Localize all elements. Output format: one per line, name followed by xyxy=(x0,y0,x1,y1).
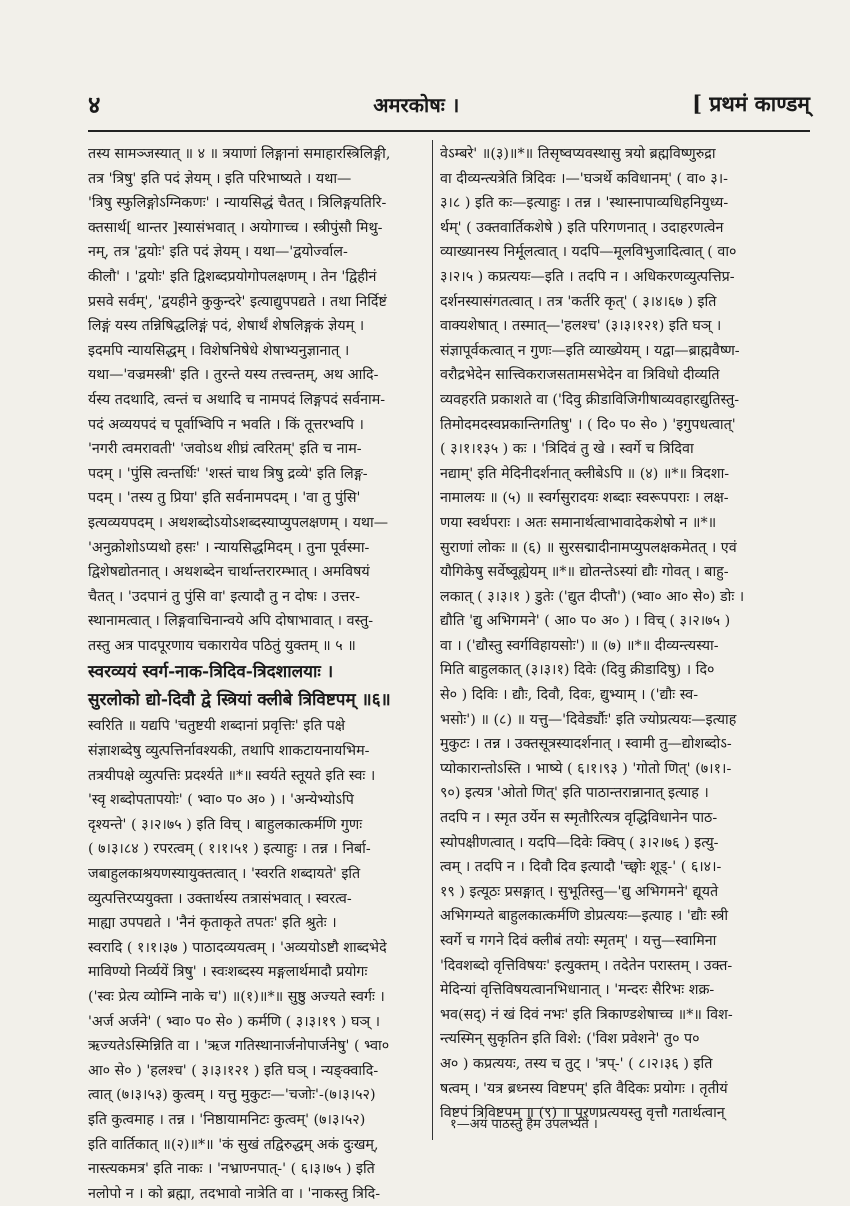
text-line: इत्यव्ययपदम् । अथशब्दोऽयोऽशब्दस्याप्युपलक्षणम् । यथा— xyxy=(88,514,388,531)
text-line: अ० ) कप्रत्ययः, तस्य च तुट् । 'त्रप्-' ( ८।२।३६ ) इति xyxy=(440,1055,713,1072)
text-line: ( ३।१।१३५ ) कः । 'त्रिदिवं तु खे । स्वर्गे च त्रिदिवा xyxy=(440,441,694,458)
text-line: नास्त्यकमत्र' इति नाकः । 'नभ्राण्नपात्-' ( ६।३।७५ ) इति xyxy=(88,1161,375,1178)
text-line: संज्ञाशब्देषु व्युत्पत्तिर्नावश्यकी, तथापि शाकटायनायभिम- xyxy=(88,743,370,760)
text-line: नम्, तत्र 'द्वयोः' इति पदं ज्ञेयम् । यथा—'द्वयोर्ज्वाल- xyxy=(88,244,348,261)
section-name: [ प्रथमं काण्डम् xyxy=(692,91,810,116)
footnote-rule xyxy=(440,1108,620,1109)
text-line: तस्तु अत्र पादपूरणाय चकारायेव पठितुं युक्तम् ॥ ५ ॥ xyxy=(88,637,356,654)
left-column xyxy=(88,142,423,1202)
text-line: त्वम् । तदपि न । दिवौ दिव इत्यादौ 'च्छ्वोः शूड्-' ( ६।४।- xyxy=(440,859,722,876)
text-line: 'त्रिषु स्फुलिङ्गोऽग्निकणः' । न्यायसिद्धं चैतत् । त्रिलिङ्गयतिरि- xyxy=(88,195,387,212)
text-line: विष्टपं त्रिविष्टपम् ॥ (९) ॥ पूरणप्रत्ययस्तु वृत्तौ गतार्थत्वान् xyxy=(440,1105,725,1122)
text-line: मेदिन्यां वृत्तिविषयत्वानभिधानात् । 'मन्दरः सैरिभः शक्र- xyxy=(440,982,715,999)
text-line: १९ ) इत्यूठः प्रसङ्गात् । सुभूतिस्तु—'द्यु अभिगमने' द्यूयते xyxy=(440,883,719,900)
text-line: लिङ्गं यस्य तन्निषिद्धलिङ्गं पदं, शेषार्थं शेषलिङ्गकं ज्ञेयम् । xyxy=(88,318,365,335)
text-line: दर्शनस्यासंगतत्वात् । तत्र 'कर्तरि कृत्' ( ३।४।६७ ) इति xyxy=(440,293,717,310)
verse-line: सुरलोको द्यो-दिवौ द्वे स्त्रियां क्लीबे त्रिविष्टपम् ॥६॥ xyxy=(88,690,391,711)
text-line: र्यस्य तदथादि, त्वन्तं च अथादि च नामपदं लिङ्गपदं सर्वनाम- xyxy=(88,391,386,408)
text-line: संज्ञापूर्वकत्वात् न गुणः—इति व्याख्येयम् । यद्वा—ब्राह्मवैष्ण- xyxy=(440,342,740,359)
text-line: त्वात् (७।३।५३) कुत्वम् । यत्तु मुकुटः—'चजोः'-(७।३।५२) xyxy=(88,1087,376,1104)
text-line: न्त्यस्मिन् सुकृतिन इति विशे: ('विश प्रवेशने' तु० प० xyxy=(440,1031,700,1048)
text-line: ऋज्यतेऽस्मिन्निति वा । 'ऋज गतिस्थानार्जनोपार्जनेषु' ( भ्वा० xyxy=(88,1038,390,1055)
text-line: तिमोदमदस्वप्नकान्तिगतिषु' । ( दि० प० से० ) 'इगुपधत्वात्' xyxy=(440,416,736,433)
text-line: तत्र 'त्रिषु' इति पदं ज्ञेयम् । इति परिभाष्यते । यथा— xyxy=(88,170,352,187)
text-line: क्तसार्थ[ थान्तर ]स्यासंभवात् । अयोगाच्च । स्त्रीपुंसौ मिथु- xyxy=(88,219,383,236)
text-line: स्योपक्षीणत्वात् । यदपि—दिवेः क्विप् ( ३।२।७६ ) इत्यु- xyxy=(440,834,719,851)
text-line: लकात् ( ३।३।१ ) डुतेः ('द्युत दीप्तौ') (भ्वा० आ० से०) डोः । xyxy=(440,588,745,605)
text-line: अभिगम्यते बाहुलकात्कर्मणि डोप्रत्ययः—इत्याह । 'द्यौः स्त्री xyxy=(440,908,729,925)
text-line: प्रसवे सर्वम्', 'द्वयहीने कुकुन्दरे' इत्याद्युपपद्यते । तथा निर्दिष्टं xyxy=(88,293,387,310)
text-line: वेऽम्बरे' ॥(३)॥*॥ तिसृष्वप्यवस्थासु त्रयो ब्रह्मविष्णुरुद्रा xyxy=(440,146,716,162)
text-line: आ० से० ) 'हलश्च' ( ३।३।१२१ ) इति घञ् । न्यङ्क्वादि- xyxy=(88,1062,379,1079)
text-line: यौगिकेषु सर्वेष्वूह्येयम् ॥*॥ द्योतन्तेऽस्यां द्यौः गोवत् । बाहु- xyxy=(440,564,729,581)
text-line: नलोपो न । को ब्रह्मा, तदभावो नात्रेति वा । 'नाकस्तु त्रिदि- xyxy=(88,1185,381,1202)
text-line: 'दिवशब्दो वृत्तिविषयः' इत्युक्तम् । तदेतेन परास्तम् । उक्त- xyxy=(440,957,733,974)
text-line: ३।२।५ ) कप्रत्ययः—इति । तदपि न । अधिकरणव्युत्पत्तिप्र- xyxy=(440,268,735,285)
text-line: स्वरादि ( १।१।३७ ) पाठादव्ययत्वम् । 'अव्ययोऽष्टौ शाब्दभेदे xyxy=(88,939,387,956)
text-line: माविण्यो निर्व्ययें त्रिषु' । स्वःशब्दस्य मङ्गलार्थमादौ प्रयोगः xyxy=(88,964,368,981)
text-line: व्युत्पत्तिरप्ययुक्ता । उक्तार्थस्य तत्रासंभवात् । स्वरत्व- xyxy=(88,890,352,907)
text-line: दृश्यन्ते' ( ३।२।७५ ) इति विच् । बाहुलकात्कर्मणि गुणः xyxy=(88,816,363,833)
text-line: मिति बाहुलकात् (३।३।१) दिवेः (दिवु क्रीडादिषु) । दि० xyxy=(440,662,715,679)
text-line: वाक्यशेषात् । तस्मात्—'हलश्च' (३।३।१२१) इति घञ् । xyxy=(440,318,722,335)
text-line: पदम् । 'तस्य तु प्रिया' इति सर्वनामपदम् । 'वा तु पुंसि' xyxy=(88,490,361,507)
text-line: सुराणां लोकः ॥ (६) ॥ सुरसद्मादीनामप्युपलक्षकमेतत् । एवं xyxy=(440,539,737,556)
text-line: इति वार्तिकात् ॥(२)॥*॥ 'कं सुखं तद्विरुद्धम् अकं दुःखम्, xyxy=(88,1136,379,1153)
text-line: कीलौ' । 'द्वयोः' इति द्विशब्दप्रयोगोपलक्षणम् । तेन 'द्विहीनं xyxy=(88,268,377,285)
text-line: स्वरिति ॥ यद्यपि 'चतुष्टयी शब्दानां प्रवृत्तिः' इति पक्षे xyxy=(88,718,346,735)
text-line: षत्वम् । 'यत्र ब्रध्नस्य विष्टपम्' इति वैदिकः प्रयोगः । तृतीयं xyxy=(440,1080,728,1097)
page-number: ४ xyxy=(88,89,101,119)
text-line: पदं अव्ययपदं च पूर्वाभ्विपि न भवति । किं तूत्तरभ्वपि । xyxy=(88,416,364,433)
text-line: व्याख्यानस्य निर्मूलत्वात् । यदपि—मूलविभुजादित्वात् ( वा० xyxy=(440,244,737,261)
text-line: द्विशेषद्योतनात् । अथशब्देन चार्थान्तरारम्भात् । अमविषयं xyxy=(88,564,370,581)
text-line: र्थम्' ( उक्तवार्तिकशेषे ) इति परिगणनात् । उदाहरणत्वेन xyxy=(440,219,724,236)
text-line: भव(सद्) नं खं दिवं नभः' इति त्रिकाण्डशेषाच्च ॥*॥ विश- xyxy=(440,1006,733,1023)
text-line: मुकुटः । तन्न । उक्तसूत्रस्यादर्शनात् । स्वामी तु—द्योशब्दोऽ- xyxy=(440,736,732,753)
text-line: 'अनुक्रोशोऽप्यथो हसः' । न्यायसिद्धमिदम् । तुना पूर्वस्मा- xyxy=(88,539,370,556)
text-line: द्यौति 'द्यु अभिगमने' ( आ० प० अ० ) । विच् ( ३।२।७५ ) xyxy=(440,613,731,630)
text-line: नामालयः ॥ (५) ॥ स्वर्गसुरादयः शब्दाः स्वरूपपराः । लक्ष- xyxy=(440,490,729,507)
text-line: पदम् । 'पुंसि त्वन्तर्धिः' 'शस्तं चाथ त्रिषु द्रव्ये' इति लिङ्ग- xyxy=(88,465,368,482)
text-line: वा । ('द्यौस्तु स्वर्गविहायसोः') ॥ (७) ॥*॥ दीव्यन्त्यस्या- xyxy=(440,637,719,654)
footnote: १—अयं पाठस्तु हैम उपलभ्यते । xyxy=(450,1117,598,1132)
text-line: 'नगरी त्वमरावती' 'जवोऽथ शीघ्रं त्वरितम्' इति च नाम- xyxy=(88,441,362,458)
running-title: अमरकोषः । xyxy=(373,92,460,117)
text-line: भसोः') ॥ (८) ॥ यत्तु—'दिवेर्ड्यौः' इति ज्योप्रत्ययः—इत्याह xyxy=(440,711,737,728)
text-line: ( ७।३।८४ ) रपरत्वम् ( १।१।५१ ) इत्याहुः । तन्न । निर्बा- xyxy=(88,841,371,858)
text-line: 'स्वृ शब्दोपतापयोः' ( भ्वा० प० अ० ) । 'अन्येभ्योऽपि xyxy=(88,792,354,809)
text-line: यथा—'वज्रमस्त्री' इति । तुरन्ते यस्य तत्त्वन्तम्, अथ आदि- xyxy=(88,367,379,384)
text-line: व्यवहरति प्रकाशते वा ('दिवु क्रीडाविजिगीषाव्यवहारद्युतिस्तु- xyxy=(440,391,740,408)
verse-line: स्वरव्ययं स्वर्ग-नाक-त्रिदिव-त्रिदशालयाः । xyxy=(88,662,334,683)
text-line: तस्य सामञ्जस्यात् ॥ ४ ॥ त्रयाणां लिङ्गानां समाहारस्त्रिलिङ्गी, xyxy=(88,146,391,162)
text-line: ३।८ ) इति कः—इत्याहुः । तन्न । 'स्थास्नापाव्यधिहनियुध्य- xyxy=(440,195,729,212)
text-line: तदपि न । स्मृत उर्येन स स्मृतौरित्यत्र वृद्धिविधानेन पाठ- xyxy=(440,810,718,827)
text-line: णया स्वर्थपराः । अतः समानार्थत्वाभावादेकशेषो न ॥*॥ xyxy=(440,514,717,531)
text-line: माह्या उपपद्यते । 'नैनं कृताकृते तपतः' इति श्रुतेः । xyxy=(88,915,337,932)
page-header xyxy=(88,80,810,128)
text-line: से० ) दिविः । द्यौः, दिवौ, दिवः, द्युभ्याम् । ('द्यौः स्व- xyxy=(440,687,699,704)
header-rule xyxy=(88,130,810,132)
text-line: ९०) इत्यत्र 'ओतो णित्' इति पाठान्तरान्नानात् इत्याह । xyxy=(440,785,709,802)
text-line: 'अर्ज अर्जने' ( भ्वा० प० से० ) कर्मणि ( ३।३।१९ ) घञ् । xyxy=(88,1013,381,1030)
text-line: इदमपि न्यायसिद्धम् । विशेषनिषेधे शेषाभ्यनुज्ञानात् । xyxy=(88,342,350,359)
column-divider xyxy=(432,140,433,1140)
text-line: जबाहुलकाश्रयणस्यायुक्तत्वात् । 'स्वरति शब्दायते' इति xyxy=(88,866,361,883)
right-column xyxy=(440,142,797,1122)
text-line: स्थानामत्वात् । लिङ्गवाचिनान्वये अपि दोषाभावात् । वस्तु- xyxy=(88,613,374,630)
text-line: तत्रयीपक्षे व्युत्पत्तिः प्रदर्श्यते ॥*॥ स्वर्यते स्तूयते इति स्वः । xyxy=(88,767,376,784)
text-line: स्वर्गे च गगने दिवं क्लीबं तयोः स्मृतम्' । यत्तु—स्वामिना xyxy=(440,933,717,949)
text-line: वा दीव्यन्त्यत्रेति त्रिदिवः ।—'घञर्थे कविधानम्' ( वा० ३।- xyxy=(440,170,728,187)
text-line: चैतत् । 'उदपानं तु पुंसि वा' इत्यादौ तु न दोषः । उत्तर- xyxy=(88,588,360,605)
text-line: ('स्वः प्रेत्य व्योम्नि नाके च') ॥(१)॥*॥ सुष्ठु अज्यते स्वर्गः । xyxy=(88,989,385,1005)
text-line: इति कुत्वमाह । तन्न । 'निष्ठायामनिटः कुत्वम्' (७।३।५२) xyxy=(88,1111,366,1128)
text-line: प्योकारान्तोऽस्ति । भाष्ये ( ६।१।९३ ) 'गोतो णित्' (७।१।- xyxy=(440,760,732,777)
text-line: नद्याम्' इति मेदिनीदर्शनात् क्लीबेऽपि ॥ (४) ॥*॥ त्रिदशा- xyxy=(440,465,730,482)
text-line: वरौद्रभेदेन सात्त्विकराजसतामसभेदेन वा त्रिविधो दीव्यति xyxy=(440,367,720,384)
